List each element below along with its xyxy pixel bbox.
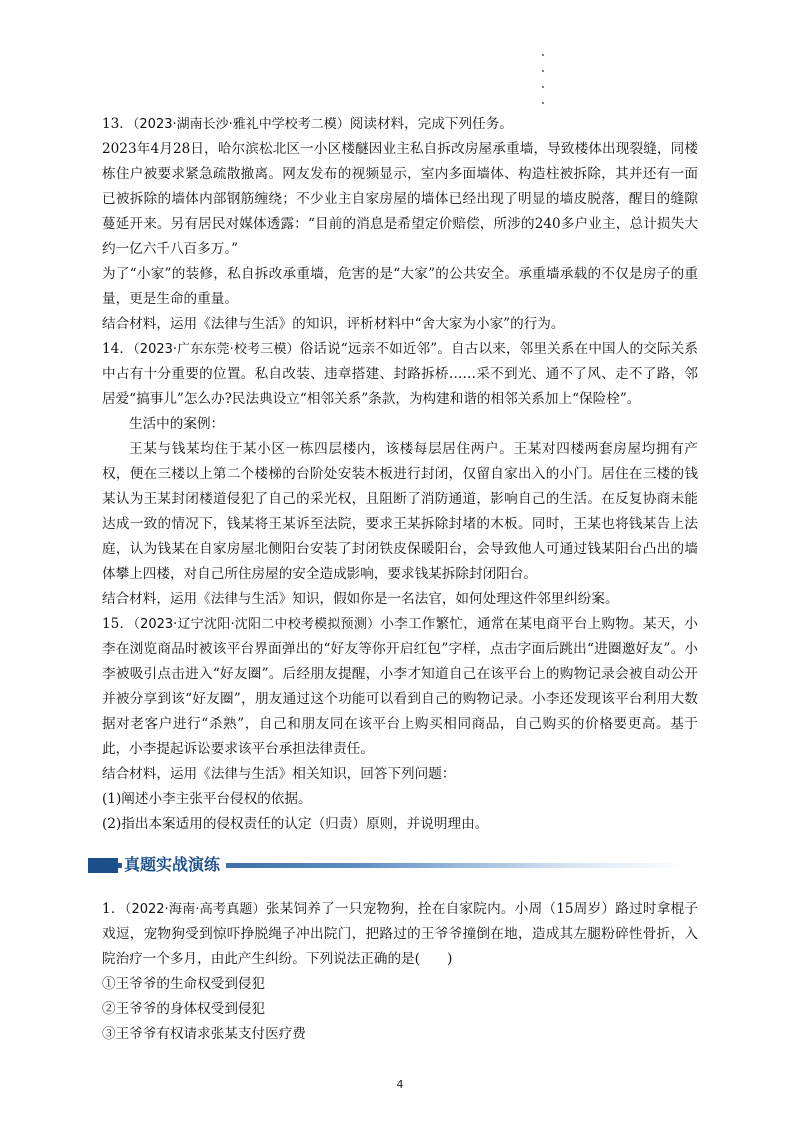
question-source: （2023·湖南长沙·雅礼中学校考二模） [132,117,350,132]
dot [542,54,544,56]
decorative-dots [540,54,550,118]
question-1-option-1: ①王爷爷的生命权受到侵犯 [102,976,266,992]
page-content [102,112,698,1047]
question-body: 张某饲养了一只宠物狗，拴在自家院内。小周（15周岁）路过时拿棍子戏逗，宠物狗受到惊吓挣脱绳子冲出院门，把路过的王爷爷撞倒在地，造成其左腿粉碎性骨折，入院治疗一个多月，由此产生纠纷。下列说法正确的是( ) [102,901,699,967]
question-14-header [102,337,698,412]
question-15-sub-1: (1)阐述小李主张平台侵权的依据。 [102,791,312,807]
section-title: 真题实战演练 [122,851,226,879]
question-number: 1． [102,901,125,917]
question-intro: 俗话说“远亲不如近邻”。自古以来，邻里关系在中国人的交际关系中占有十分重要的位置。私自改装、违章搭建、封路拆桥……采不到光、通不了风、走不了路，邻居爱“搞事儿”怎么办?民法典设立“相邻关系”条款，为构建和谐的相邻关系加上“保险栓”。 [102,341,698,407]
question-1-header [102,897,698,972]
question-15-header [102,612,698,762]
question-14-case-body: 王某与钱某均住于某小区一栋四层楼内，该楼每层居住两户。王某对四楼两套房屋均拥有产权，便在三楼以上第二个楼梯的台阶处安装木板进行封闭，仅留自家出入的小门。居住在三楼的钱某认为王某封闭楼道侵犯了自己的采光权，且阻断了消防通道，影响自己的生活。在反复协商未能达成一致的情况下，钱某将王某诉至法院，要求王某拆除封堵的木板。同时，王某也将钱某告上法庭，认为钱某在自家房屋北侧阳台安装了封闭铁皮保暖阳台，会导致他人可通过钱某阳台凸出的墙体攀上四楼，对自己所住房屋的安全造成影响，要求钱某拆除封闭阳台。 [102,441,698,582]
dot [542,86,544,88]
question-number: 13． [102,116,133,132]
question-source: （2022·海南·高考真题） [124,902,266,917]
question-body: 小李工作繁忙，通常在某电商平台上购物。某天，小李在浏览商品时被该平台界面弹出的“好友等你开启红包”字样，点击字面后跳出“进圈邀好友”。小李被吸引点击进入“好友圈”。后经朋友提醒，小李才知道自己在该平台上的购物记录会被自动公开并被分享到该“好友圈”，朋友通过这个功能可以看到自己的购物记录。小李还发现该平台利用大数据对老客户进行“杀熟”，自己和朋友同在该平台上购买相同商品，自己购买的价格要更高。基于此，小李提起诉讼要求该平台承担法律责任。 [102,616,698,757]
question-1-option-2: ②王爷爷的身体权受到侵犯 [102,1001,266,1017]
question-1-option-3: ③王爷爷有权请求张某支付医疗费 [102,1026,306,1042]
question-13-task: 结合材料，运用《法律与生活》的知识，评析材料中“舍大家为小家”的行为。 [102,316,565,332]
question-13-header [102,112,698,137]
question-14-case-title: 生活中的案例： [129,416,225,432]
section-header [88,849,708,883]
section-header-block [88,858,118,873]
page-number: 4 [396,1078,404,1091]
question-number: 14． [102,341,134,357]
question-source: （2023·广东东莞·校考三模） [133,342,300,357]
question-number: 15． [102,616,134,632]
question-13-paragraph-1: 2023年4月28日，哈尔滨松北区一小区楼醚因业主私自拆改房屋承重墙，导致楼体出现裂缝，同楼栋住户被要求紧急疏散撤离。网友发布的视频显示，室内多面墙体、构造柱被拆除，其并还有一面已被拆除的墙体内部钢筋缠绕；不少业主自家房屋的墙体已经出现了明显的墙皮脱落，醒目的缝隙蔓延开来。另有居民对媒体透露：“目前的消息是希望定价赔偿，所涉的240多户业主，总计损失大约一亿六千八百多万。” [102,141,698,257]
question-prompt: 阅读材料，完成下列任务。 [349,116,513,132]
question-14-task: 结合材料，运用《法律与生活》知识，假如你是一名法官，如何处理这件邻里纠纷案。 [102,591,619,607]
question-15-task: 结合材料，运用《法律与生活》相关知识，回答下列问题： [102,766,456,782]
question-13-paragraph-2: 为了“小家”的装修，私自拆改承重墙，危害的是“大家”的公共安全。承重墙承载的不仅是房子的重量，更是生命的重量。 [102,266,698,307]
dot [542,102,544,104]
dot [542,70,544,72]
question-15-sub-2: (2)指出本案适用的侵权责任的认定（归责）原则，并说明理由。 [102,816,489,832]
question-source: （2023·辽宁沈阳·沈阳二中校考模拟预测） [133,617,381,632]
